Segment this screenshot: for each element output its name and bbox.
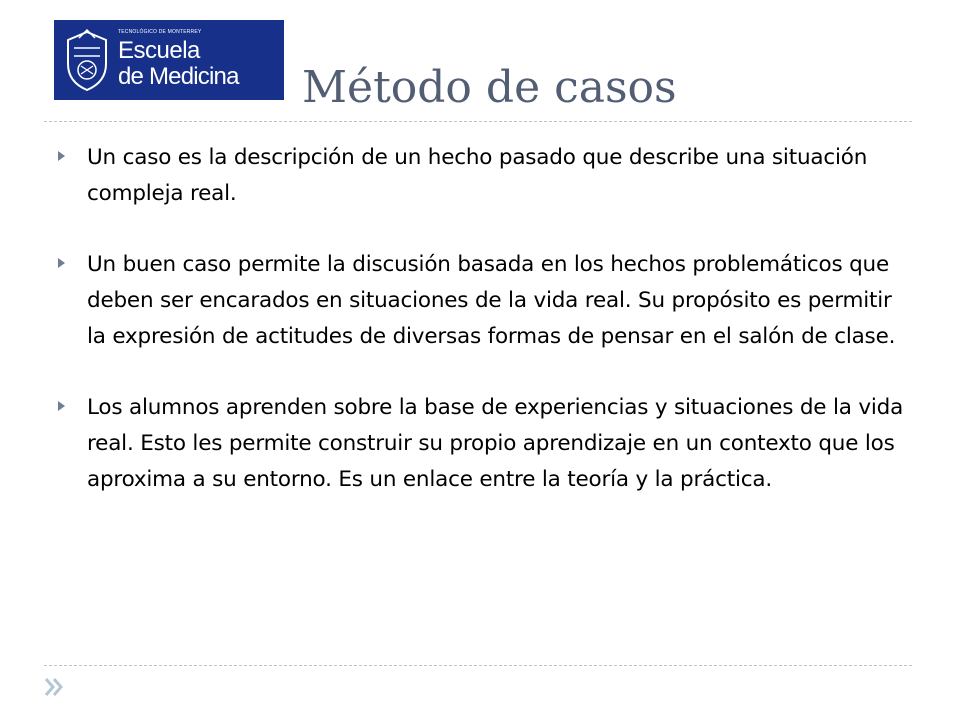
- logo-line-1: Escuela: [118, 37, 200, 64]
- crest-icon: [62, 26, 112, 94]
- bullet-text: Un caso es la descripción de un hecho pasado que describe una situación compleja real.: [87, 145, 868, 206]
- bullet-text: Un buen caso permite la discusión basada en los hechos problemáticos que deben ser encarados en situaciones de la vida real. Su propósito es permitir la expresión de actitudes de diversas formas de pensar en el salón de clase.: [87, 252, 896, 349]
- title-divider: [44, 121, 912, 122]
- triangle-right-icon: [58, 151, 65, 161]
- bullet-item: [58, 140, 908, 212]
- double-chevron-icon: [44, 676, 64, 698]
- bullet-text: Los alumnos aprenden sobre la base de experiencias y situaciones de la vida real. Esto les permite construir su propio aprendizaje en un contexto que los aproxima a su entorno. Es un enlace entre la teoría y la práctica.: [87, 395, 904, 492]
- footer-divider: [44, 665, 912, 666]
- logo-subtitle: TECNOLÓGICO DE MONTERREY: [118, 29, 202, 35]
- bullet-item: [58, 247, 908, 355]
- triangle-right-icon: [58, 258, 65, 268]
- slide-title: Método de casos: [302, 62, 677, 113]
- bullet-item: [58, 390, 908, 498]
- school-logo: [54, 20, 284, 100]
- logo-line-2: de Medicina: [118, 63, 239, 90]
- bullet-list: [58, 140, 908, 533]
- triangle-right-icon: [58, 401, 65, 411]
